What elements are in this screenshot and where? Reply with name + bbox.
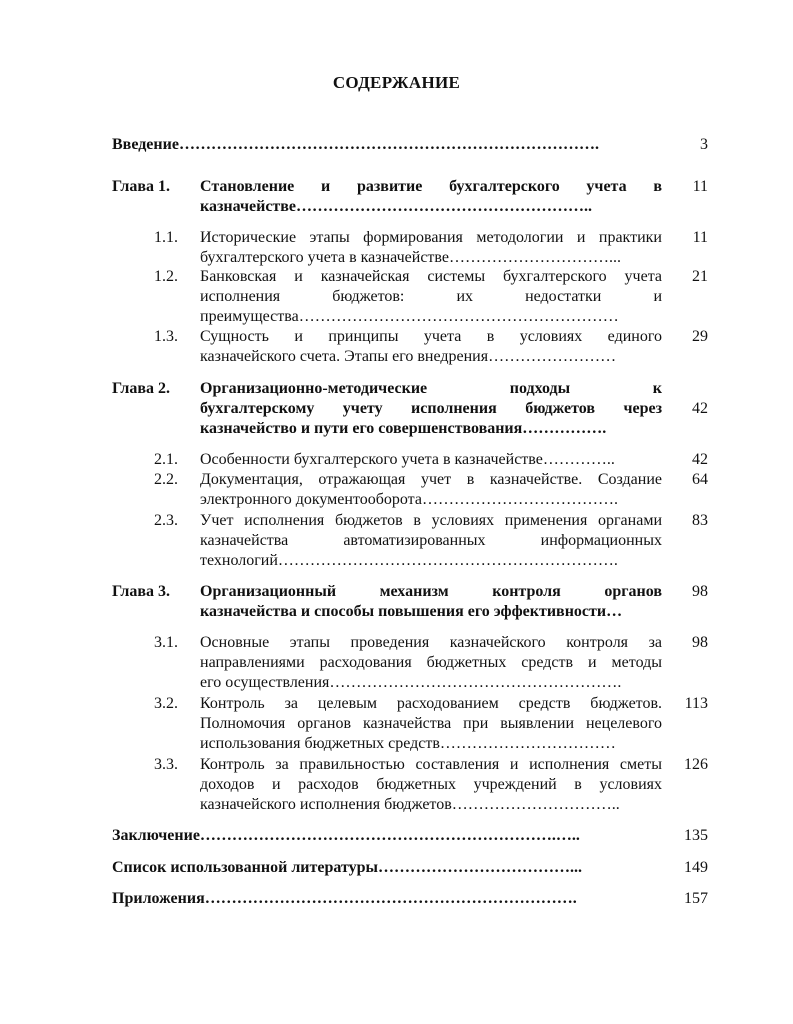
- section-title-line: Контроль за целевым расходованием средств бюджетов.: [200, 695, 662, 712]
- section-number: 2.3.: [154, 512, 178, 529]
- chapter-title-line: казначейство и пути его совершенствования…………….: [200, 420, 607, 437]
- section-title-line: Основные этапы проведения казначейского контроля за: [200, 634, 662, 651]
- toc-page-number: 29: [692, 328, 708, 345]
- section-number: 3.2.: [154, 695, 178, 712]
- toc-page-number: 83: [692, 512, 708, 529]
- section-title-line: использования бюджетных средств……………………………: [200, 735, 616, 752]
- toc-page-number: 149: [684, 859, 708, 876]
- section-title-line: Документация, отражающая учет в казначействе. Создание: [200, 471, 662, 488]
- section-title-line: преимущества……………………………………………………: [200, 308, 619, 325]
- section-title-line: казначейского счета. Этапы его внедрения……………………: [200, 348, 617, 365]
- toc-page-number: 113: [684, 695, 708, 712]
- section-title-line: Банковская и казначейская системы бухгалтерского учета: [200, 268, 662, 285]
- section-number: 1.2.: [154, 268, 178, 285]
- toc-page-number: 42: [692, 451, 708, 468]
- section-number: 1.1.: [154, 229, 178, 246]
- section-number: 2.2.: [154, 471, 178, 488]
- section-title-line: Исторические этапы формирования методологии и практики: [200, 229, 662, 246]
- chapter-label: Глава 1.: [112, 178, 170, 195]
- section-number: 3.1.: [154, 634, 178, 651]
- section-title-line: его осуществления……………………………………………….: [200, 674, 622, 691]
- toc-page-number: 98: [692, 634, 708, 651]
- section-number: 3.3.: [154, 756, 178, 773]
- toc-entry-text: Список использованной литературы………………………………...: [112, 859, 582, 876]
- toc-page-number: 11: [692, 178, 708, 195]
- chapter-title-line: Организационный механизм контроля органов: [200, 583, 662, 600]
- section-title-line: Сущность и принципы учета в условиях единого: [200, 328, 662, 345]
- toc-page-number: 64: [692, 471, 708, 488]
- toc-page-number: 11: [692, 229, 708, 246]
- toc-page-number: 135: [684, 827, 708, 844]
- chapter-title-line: бухгалтерскому учету исполнения бюджетов через: [200, 400, 662, 417]
- chapter-title-line: казначейства и способы повышения его эффективности…: [200, 603, 623, 620]
- section-title-line: Контроль за правильностью составления и исполнения сметы: [200, 756, 662, 773]
- section-title-line: технологий……………………………………………………….: [200, 552, 618, 569]
- toc-page-number: 157: [684, 890, 708, 907]
- section-title-line: электронного документооборота……………………………….: [200, 491, 618, 508]
- chapter-title-line: Организационно-методические подходы к: [200, 380, 662, 397]
- section-title-line: исполнения бюджетов: их недостатки и: [200, 288, 662, 305]
- section-title-line: направлениями расходования бюджетных средств и методы: [200, 654, 662, 671]
- section-title-line: казначейского исполнения бюджетов…………………………..: [200, 796, 620, 813]
- section-number: 2.1.: [154, 451, 178, 468]
- chapter-title-line: Становление и развитие бухгалтерского учета в: [200, 178, 662, 195]
- page-title: СОДЕРЖАНИЕ: [332, 73, 461, 92]
- section-title-line: Особенности бухгалтерского учета в казначействе…………..: [200, 451, 615, 468]
- toc-page-number: 21: [692, 268, 708, 285]
- toc-page-number: 3: [700, 136, 708, 153]
- section-title-line: казначейства автоматизированных информационных: [200, 532, 662, 549]
- toc-entry-text: Заключение………………………………………………………….…..: [112, 827, 580, 844]
- toc-entry-text: Введение…………………………………………………………………….: [112, 136, 599, 153]
- section-title-line: доходов и расходов бюджетных учреждений в условиях: [200, 776, 662, 793]
- chapter-label: Глава 3.: [112, 583, 170, 600]
- section-title-line: Учет исполнения бюджетов в условиях применения органами: [200, 512, 662, 529]
- section-title-line: бухгалтерского учета в казначействе…………………………...: [200, 249, 621, 266]
- section-number: 1.3.: [154, 328, 178, 345]
- toc-page-number: 126: [684, 756, 708, 773]
- chapter-title-line: казначействе………………………………………………..: [200, 198, 593, 215]
- chapter-label: Глава 2.: [112, 380, 170, 397]
- toc-page-number: 42: [692, 400, 708, 417]
- toc-entry-text: Приложения…………………………………………………………….: [112, 890, 577, 907]
- toc-page-number: 98: [692, 583, 708, 600]
- section-title-line: Полномочия органов казначейства при выявлении нецелевого: [200, 715, 662, 732]
